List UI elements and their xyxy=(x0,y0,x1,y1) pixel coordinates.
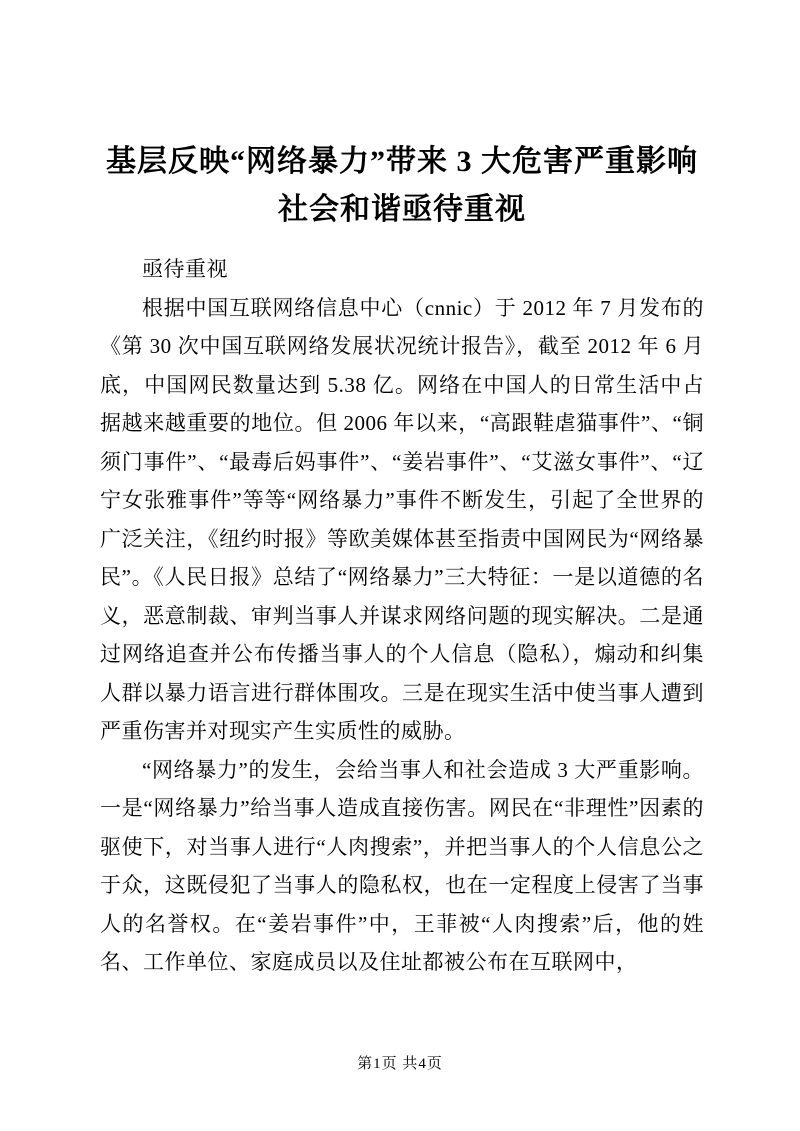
lead-paragraph: 亟待重视 xyxy=(142,257,228,281)
document-title-line-2: 社会和谐亟待重视 xyxy=(278,193,526,226)
document-title xyxy=(100,138,704,234)
body-paragraph-1: 根据中国互联网络信息中心（cnnic）于 2012 年 7 月发布的《第 30 次中国互联网络发展状况统计报告》，截至 2012 年 6 月底，中国网民数量达到 5.38 亿。网络在中国人的日常生活中占据越来越重要的地位。但 2006 年以来，“高跟鞋虐猫事件”、“铜须门事件”、“最毒后妈事件”、“姜岩事件”、“艾滋女事件”、“辽宁女张雅事件”等等“网络暴力”事件不断发生，引起了全世界的广泛关注，《纽约时报》等欧美媒体甚至指责中国网民为“网络暴民”。《人民日报》总结了“网络暴力”三大特征：一是以道德的名义，恶意制裁、审判当事人并谋求网络问题的现实解决。二是通过网络追查并公布传播当事人的个人信息（隐私），煽动和纠集人群以暴力语言进行群体围攻。三是在现实生活中使当事人遭到严重伤害并对现实产生实质性的威胁。 xyxy=(100,295,704,743)
document-title-line-1: 基层反映“网络暴力”带来 3 大危害严重影响 xyxy=(106,145,698,178)
document-body xyxy=(100,250,704,982)
body-paragraph-2: “网络暴力”的发生，会给当事人和社会造成 3 大严重影响。一是“网络暴力”给当事人造成直接伤害。网民在“非理性”因素的驱使下，对当事人进行“人肉搜索”，并把当事人的个人信息公之于众，这既侵犯了当事人的隐私权，也在一定程度上侵害了当事人的名誉权。在“姜岩事件”中，王菲被“人肉搜索”后，他的姓名、工作单位、家庭成员以及住址都被公布在互联网中， xyxy=(100,757,704,974)
page-number-footer: 第1页 共4页 xyxy=(357,1056,443,1072)
